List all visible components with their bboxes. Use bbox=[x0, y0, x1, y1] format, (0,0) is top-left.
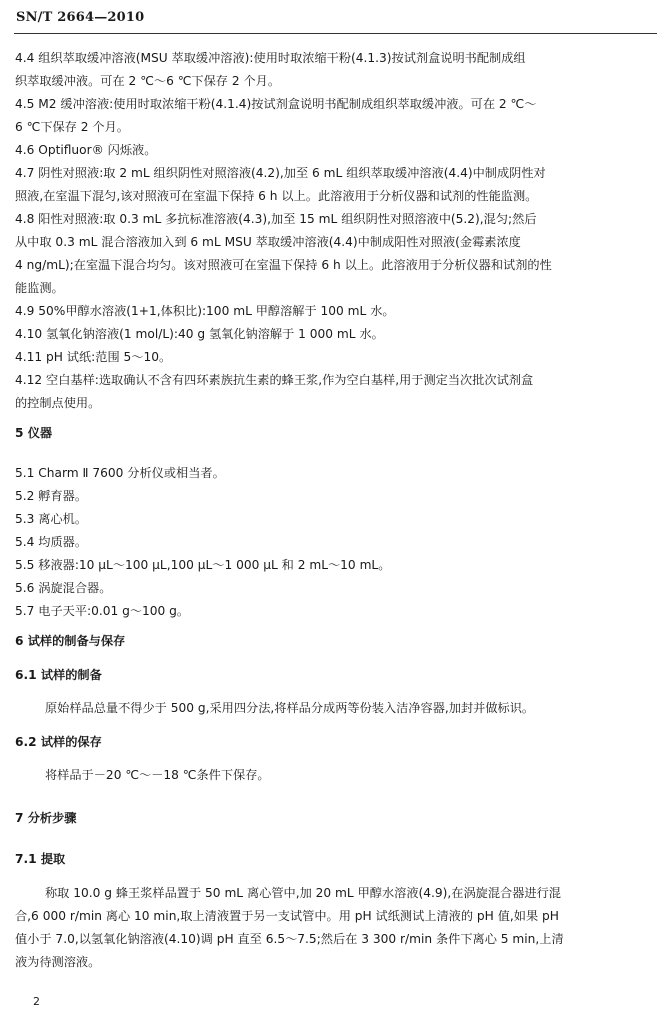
section-7-heading: 7 分析步骤 bbox=[15, 811, 77, 825]
para-4-6: 4.6 Optifluor® 闪烁液。 bbox=[15, 143, 157, 157]
standard-code: SN/T 2664—2010 bbox=[16, 10, 145, 25]
para-5-5: 5.5 移液器:10 μL～100 μL,100 μL～1 000 μL 和 2 mL～10 mL。 bbox=[15, 558, 391, 572]
para-5-1: 5.1 Charm Ⅱ 7600 分析仪或相当者。 bbox=[15, 466, 225, 480]
para-5-4: 5.4 均质器。 bbox=[15, 535, 88, 549]
para-4-10: 4.10 氢氧化钠溶液(1 mol/L):40 g 氢氧化钠溶解于 1 000 mL 水。 bbox=[15, 327, 384, 341]
para-4-8-line2: 从中取 0.3 mL 混合溶液加入到 6 mL MSU 萃取缓冲溶液(4.4)中制成阳性对照液(金霉素浓度 bbox=[15, 235, 521, 249]
para-6-1: 原始样品总量不得少于 500 g,采用四分法,将样品分成两等份装入洁净容器,加封并做标识。 bbox=[45, 701, 535, 715]
para-4-7-line1: 4.7 阴性对照液:取 2 mL 组织阴性对照溶液(4.2),加至 6 mL 组织萃取缓冲溶液(4.4)中制成阴性对 bbox=[15, 166, 546, 180]
para-4-9: 4.9 50%甲醇水溶液(1+1,体积比):100 mL 甲醇溶解于 100 mL 水。 bbox=[15, 304, 395, 318]
page-number: 2 bbox=[33, 995, 40, 1008]
para-5-7: 5.7 电子天平:0.01 g～100 g。 bbox=[15, 604, 190, 618]
header-rule bbox=[14, 33, 657, 34]
para-4-11: 4.11 pH 试纸:范围 5～10。 bbox=[15, 350, 172, 364]
para-4-12-line2: 的控制点使用。 bbox=[15, 396, 101, 410]
para-4-8-line4: 能监测。 bbox=[15, 281, 64, 295]
para-5-6: 5.6 涡旋混合器。 bbox=[15, 581, 112, 595]
para-4-7-line2: 照液,在室温下混匀,该对照液可在室温下保持 6 h 以上。此溶液用于分析仪器和试剂的性能监测。 bbox=[15, 189, 538, 203]
para-4-4-line1: 4.4 组织萃取缓冲溶液(MSU 萃取缓冲溶液):使用时取浓缩干粉(4.1.3)按试剂盒说明书配制成组 bbox=[15, 51, 526, 65]
para-5-2: 5.2 孵育器。 bbox=[15, 489, 88, 503]
para-4-5-line1: 4.5 M2 缓冲溶液:使用时取浓缩干粉(4.1.4)按试剂盒说明书配制成组织萃取缓冲液。可在 2 ℃～ bbox=[15, 97, 537, 111]
section-5-heading: 5 仪器 bbox=[15, 426, 53, 440]
para-7-1-line2: 合,6 000 r/min 离心 10 min,取上清液置于另一支试管中。用 pH 试纸测试上清液的 pH 值,如果 pH bbox=[15, 909, 559, 923]
para-4-8-line3: 4 ng/mL);在室温下混合均匀。该对照液可在室温下保持 6 h 以上。此溶液用于分析仪器和试剂的性 bbox=[15, 258, 552, 272]
para-4-8-line1: 4.8 阳性对照液:取 0.3 mL 多抗标准溶液(4.3),加至 15 mL 组织阴性对照溶液中(5.2),混匀;然后 bbox=[15, 212, 537, 226]
para-5-3: 5.3 离心机。 bbox=[15, 512, 88, 526]
section-6-2-heading: 6.2 试样的保存 bbox=[15, 735, 102, 749]
para-7-1-line3: 值小于 7.0,以氢氧化钠溶液(4.10)调 pH 直至 6.5～7.5;然后在 3 300 r/min 条件下离心 5 min,上清 bbox=[15, 932, 564, 946]
para-4-4-line2: 织萃取缓冲液。可在 2 ℃～6 ℃下保存 2 个月。 bbox=[15, 74, 281, 88]
para-4-12-line1: 4.12 空白基样:选取确认不含有四环素族抗生素的蜂王浆,作为空白基样,用于测定当次批次试剂盒 bbox=[15, 373, 534, 387]
para-7-1-line1: 称取 10.0 g 蜂王浆样品置于 50 mL 离心管中,加 20 mL 甲醇水溶液(4.9),在涡旋混合器进行混 bbox=[45, 886, 561, 900]
section-6-heading: 6 试样的制备与保存 bbox=[15, 634, 126, 648]
para-6-2: 将样品于－20 ℃～－18 ℃条件下保存。 bbox=[45, 768, 270, 782]
para-4-5-line2: 6 ℃下保存 2 个月。 bbox=[15, 120, 129, 134]
para-7-1-line4: 液为待测溶液。 bbox=[15, 955, 101, 969]
section-6-1-heading: 6.1 试样的制备 bbox=[15, 668, 102, 682]
section-7-1-heading: 7.1 提取 bbox=[15, 852, 66, 866]
